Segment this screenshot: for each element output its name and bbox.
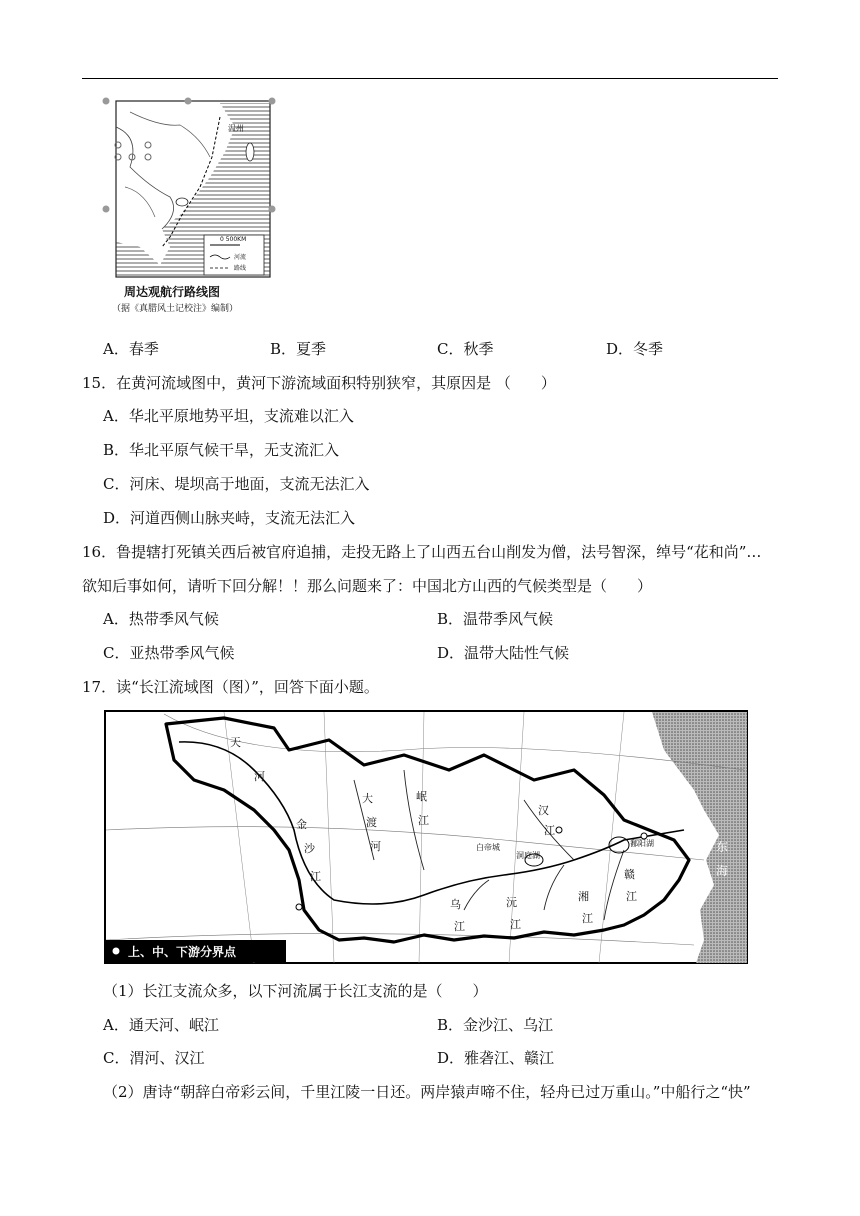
yangtze-basin-map <box>104 710 748 964</box>
map-label-he: 河 <box>254 770 265 783</box>
q16-option-c: C．亚热带季风气候 <box>103 644 235 662</box>
map-label-han: 汉 <box>538 804 549 817</box>
q16-option-d: D．温带大陆性气候 <box>437 644 570 662</box>
q17-sub1-option-d: D．雅砻江、赣江 <box>437 1049 555 1067</box>
q14-option-a: A．春季 <box>103 340 159 358</box>
map-label-sha: 沙 <box>304 842 315 855</box>
q17-sub1-option-c: C．渭河、汉江 <box>103 1049 205 1067</box>
map-label-he-2: 河 <box>370 840 381 853</box>
q17-sub1-option-a: A．通天河、岷江 <box>103 1016 219 1034</box>
q14-option-c: C．秋季 <box>437 340 494 358</box>
voyage-route-map <box>100 97 278 317</box>
map-label-baidi-city: 白帝城 <box>476 843 500 852</box>
route-legend-label: 路线 <box>234 265 247 272</box>
q16-stem-line2: 欲知后事如何，请听下回分解！！那么问题来了：中国北方山西的气候类型是（ ） <box>82 577 653 595</box>
map-label-wu: 乌 <box>450 898 461 911</box>
map-label-dong: 东 <box>716 840 729 854</box>
map-label-dongting-lake: 洞庭湖 <box>516 851 540 860</box>
map-label-min: 岷 <box>416 790 427 803</box>
map-label-gan: 赣 <box>624 868 635 881</box>
q14-option-b: B．夏季 <box>270 340 327 358</box>
yangtze-basin-map-drawing <box>104 710 748 964</box>
map-label-jiang-4: 江 <box>454 920 465 933</box>
map-label-jiang-5: 江 <box>582 912 593 925</box>
q16-option-b: B．温带季风气候 <box>437 610 554 628</box>
q15-option-c: C．河床、堤坝高于地面，支流无法汇入 <box>103 475 370 493</box>
q15-stem: 15．在黄河流域图中，黄河下游流域面积特别狭窄，其原因是 （ ） <box>82 374 556 392</box>
map-label-jiang-1: 江 <box>310 870 321 883</box>
q14-option-d: D．冬季 <box>606 340 664 358</box>
q15-option-b: B．华北平原气候干旱，无支流汇入 <box>103 441 340 459</box>
map-label-poyang-lake: 鄱阳湖 <box>630 839 654 848</box>
q17-sub2-stem: （2）唐诗“朝辞白帝彩云间，千里江陵一日还。两岸猿声啼不住，轻舟已过万重山。”中船行之“快” <box>103 1083 751 1101</box>
wenzhou-label: 温州 <box>228 124 244 133</box>
header-rule <box>82 78 778 79</box>
q17-sub1-stem: （1）长江支流众多，以下河流属于长江支流的是（ ） <box>103 982 488 1000</box>
map-label-jin: 金 <box>296 818 307 831</box>
q16-option-a: A．热带季风气候 <box>103 610 219 628</box>
river-legend-label: 河流 <box>234 254 247 261</box>
q17-stem: 17．读“长江流域图（图）”，回答下面小题。 <box>82 678 379 696</box>
map-label-tian: 天 <box>230 736 241 749</box>
legend-boundary-points: 上、中、下游分界点 <box>128 945 237 959</box>
q15-option-a: A．华北平原地势平坦，支流难以汇入 <box>103 407 354 425</box>
map-label-da: 大 <box>362 792 373 805</box>
q15-option-d: D．河道西侧山脉夹峙，支流无法汇入 <box>103 509 356 527</box>
map1-caption: 周达观航行路线图 <box>124 285 221 299</box>
map-label-xiang: 湘 <box>578 890 589 903</box>
q17-sub1-option-b: B．金沙江、乌江 <box>437 1016 554 1034</box>
q16-stem-line1: 16．鲁提辖打死镇关西后被官府追捕，走投无路上了山西五台山削发为僧，法号智深，绰号“花和尚”… <box>82 543 762 561</box>
scale-label: 0 500KM <box>220 236 247 243</box>
map-label-jiang-3: 江 <box>544 824 555 837</box>
map1-source: （据《真腊风土记校注》编制） <box>112 304 239 314</box>
map-label-yuan: 沅 <box>506 896 517 909</box>
map-label-jiang-6: 江 <box>510 918 521 931</box>
map-label-jiang-7: 江 <box>626 890 637 903</box>
map-label-du: 渡 <box>366 816 377 829</box>
map-label-jiang-2: 江 <box>418 814 429 827</box>
map-label-hai: 海 <box>716 864 729 878</box>
